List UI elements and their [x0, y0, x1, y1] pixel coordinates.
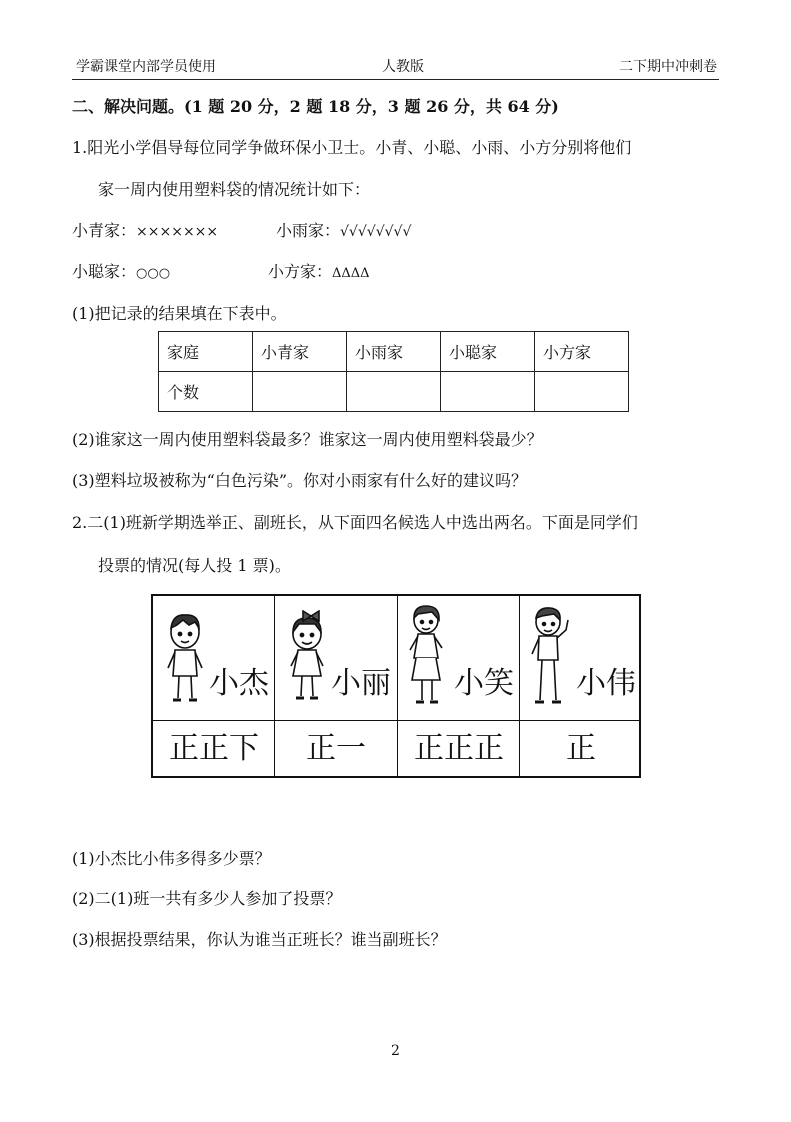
record-label: 小聪家：: [72, 262, 137, 281]
girl-dress-figure-icon: [402, 602, 454, 712]
page-number: 2: [391, 1043, 400, 1059]
q1-record-xiaocong: [72, 259, 170, 282]
record-marks: ΔΔΔΔ: [332, 266, 370, 281]
q2-sub3: (3)根据投票结果，你认为谁当正班长？谁当副班长？: [72, 930, 447, 949]
q2-intro-line1: 2.二(1)班新学期选举正、副班长，从下面四名候选人中选出两名。下面是同学们: [72, 513, 638, 532]
candidate-cell: [153, 596, 275, 720]
candidate-tally: 正一: [306, 731, 366, 766]
table-header-cell: 小青家: [253, 332, 347, 372]
q1-sub2: (2)谁家这一周内使用塑料袋最多？谁家这一周内使用塑料袋最少？: [72, 430, 543, 449]
q1-sub3: (3)塑料垃圾被称为“白色污染”。你对小雨家有什么好的建议吗？: [72, 471, 528, 490]
candidate-name: 小伟: [576, 666, 636, 701]
record-label: 小青家：: [72, 221, 137, 240]
candidate-tally: 正: [566, 731, 596, 766]
table-row: [159, 332, 629, 372]
candidate-name: 小丽: [331, 666, 391, 701]
answer-cell[interactable]: [535, 372, 629, 412]
table-row: [159, 372, 629, 412]
answer-cell[interactable]: [253, 372, 347, 412]
record-marks: ○○○: [136, 266, 171, 281]
q2-sub2: (2)二(1)班一共有多少人参加了投票？: [72, 889, 342, 908]
q1-record-xiaoqing: [72, 218, 218, 241]
table-header-cell: 家庭: [159, 332, 253, 372]
table-header-cell: 小雨家: [347, 332, 441, 372]
boy-figure-icon: [159, 610, 211, 710]
header-left: 学霸课堂内部学员使用: [76, 59, 216, 75]
record-label: 小雨家：: [276, 221, 341, 240]
header-rule: [72, 79, 719, 80]
q1-sub1: (1)把记录的结果填在下表中。: [72, 304, 287, 323]
q1-intro-line1: 1.阳光小学倡导每位同学争做环保小卫士。小青、小聪、小雨、小方分别将他们: [72, 138, 632, 157]
q1-record-xiaofang: [268, 259, 370, 282]
candidate-cell: [398, 596, 520, 720]
section-title: 二、解决问题。(1 题 20 分，2 题 18 分，3 题 26 分，共 64 分): [72, 97, 559, 116]
table-header-cell: 小方家: [535, 332, 629, 372]
record-marks: √√√√√√√√: [340, 224, 412, 240]
header-center: 人教版: [382, 59, 424, 75]
q1-intro-line2: 家一周内使用塑料袋的情况统计如下：: [98, 180, 371, 199]
header-right: 二下期中冲刺卷: [619, 59, 717, 75]
vote-table: [151, 594, 641, 778]
girl-figure-icon: [281, 610, 333, 710]
table-header-cell: 小聪家: [441, 332, 535, 372]
candidate-name: 小笑: [454, 666, 514, 701]
record-table: [158, 331, 629, 412]
table-row-label: 个数: [159, 372, 253, 412]
candidate-tally: 正正下: [169, 731, 259, 766]
q2-intro-line2: 投票的情况(每人投 1 票)。: [98, 556, 291, 575]
candidate-tally: 正正正: [414, 731, 504, 766]
answer-cell[interactable]: [347, 372, 441, 412]
record-label: 小方家：: [268, 262, 333, 281]
candidate-name: 小杰: [209, 666, 269, 701]
boy-waving-figure-icon: [524, 604, 576, 714]
q2-sub1: (1)小杰比小伟多得多少票？: [72, 849, 271, 868]
candidate-cell: [275, 596, 397, 720]
candidate-cell: [520, 596, 642, 720]
q1-record-xiaoyu: [276, 218, 411, 241]
record-marks: ×××××××: [136, 224, 219, 240]
answer-cell[interactable]: [441, 372, 535, 412]
